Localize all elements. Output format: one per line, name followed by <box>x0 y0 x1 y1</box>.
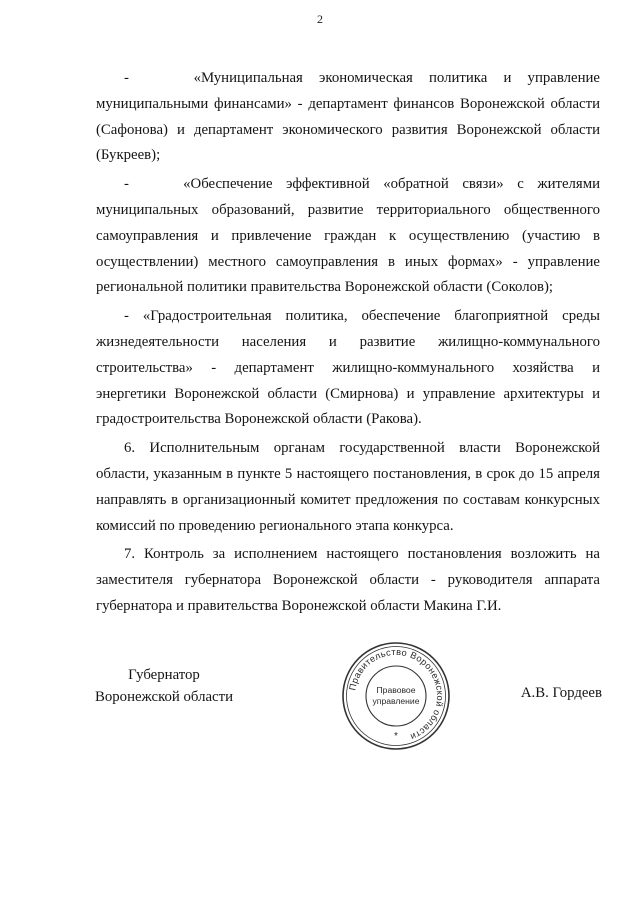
paragraph-urban-planning: - «Градостроительная политика, обеспечение благоприятной среды жизнедеятельности населения и развитие жилищно-коммунального строительства» - департамент жилищно-коммунального хозяйства и энергетики Воронежской области (Смирнова) и управление архитектуры и градостроительства Воронежской области (Ракова). <box>96 308 600 428</box>
seal-center-line2: управление <box>372 696 420 706</box>
page-number: 2 <box>317 12 323 26</box>
document-body <box>96 66 600 620</box>
paragraph-feedback-self-government: - «Обеспечение эффективной «обратной связи» с жителями муниципальных образований, развитие территориального общественного самоуправления и привлечение граждан к осуществлению (участию в осуществлении) местного самоуправления в иных формах» - управление региональной политики правительства Воронежской области (Соколов); <box>96 176 600 296</box>
signatory-title-line1: Губернатор <box>128 667 200 683</box>
paragraph-item-7: 7. Контроль за исполнением настоящего постановления возложить на заместителя губернатора Воронежской области - руководителя аппарата губернатора и правительства Воронежской области Макина Г.И. <box>96 546 600 614</box>
paragraph-municipal-economic-policy: - «Муниципальная экономическая политика и управление муниципальными финансами» - департамент финансов Воронежской области (Сафонова) и департамент экономического развития Воронежской области (Букреев); <box>96 70 600 164</box>
paragraph-item-6: 6. Исполнительным органам государственной власти Воронежской области, указанным в пункте 5 настоящего постановления, в срок до 15 апреля направлять в организационный комитет предложения по составам конкурсных комиссий по проведению регионального этапа конкурса. <box>96 440 600 534</box>
seal-star-icon: * <box>394 731 398 742</box>
seal-center-line1: Правовое <box>376 685 416 695</box>
seal-graphic <box>340 640 452 752</box>
seal-ring-text: Правительство Воронежской области <box>347 646 446 743</box>
official-seal <box>340 640 452 752</box>
signatory-title-line2: Воронежской области <box>95 689 233 705</box>
signatory-title <box>94 664 234 708</box>
signatory-name: А.В. Гордеев <box>520 685 602 701</box>
